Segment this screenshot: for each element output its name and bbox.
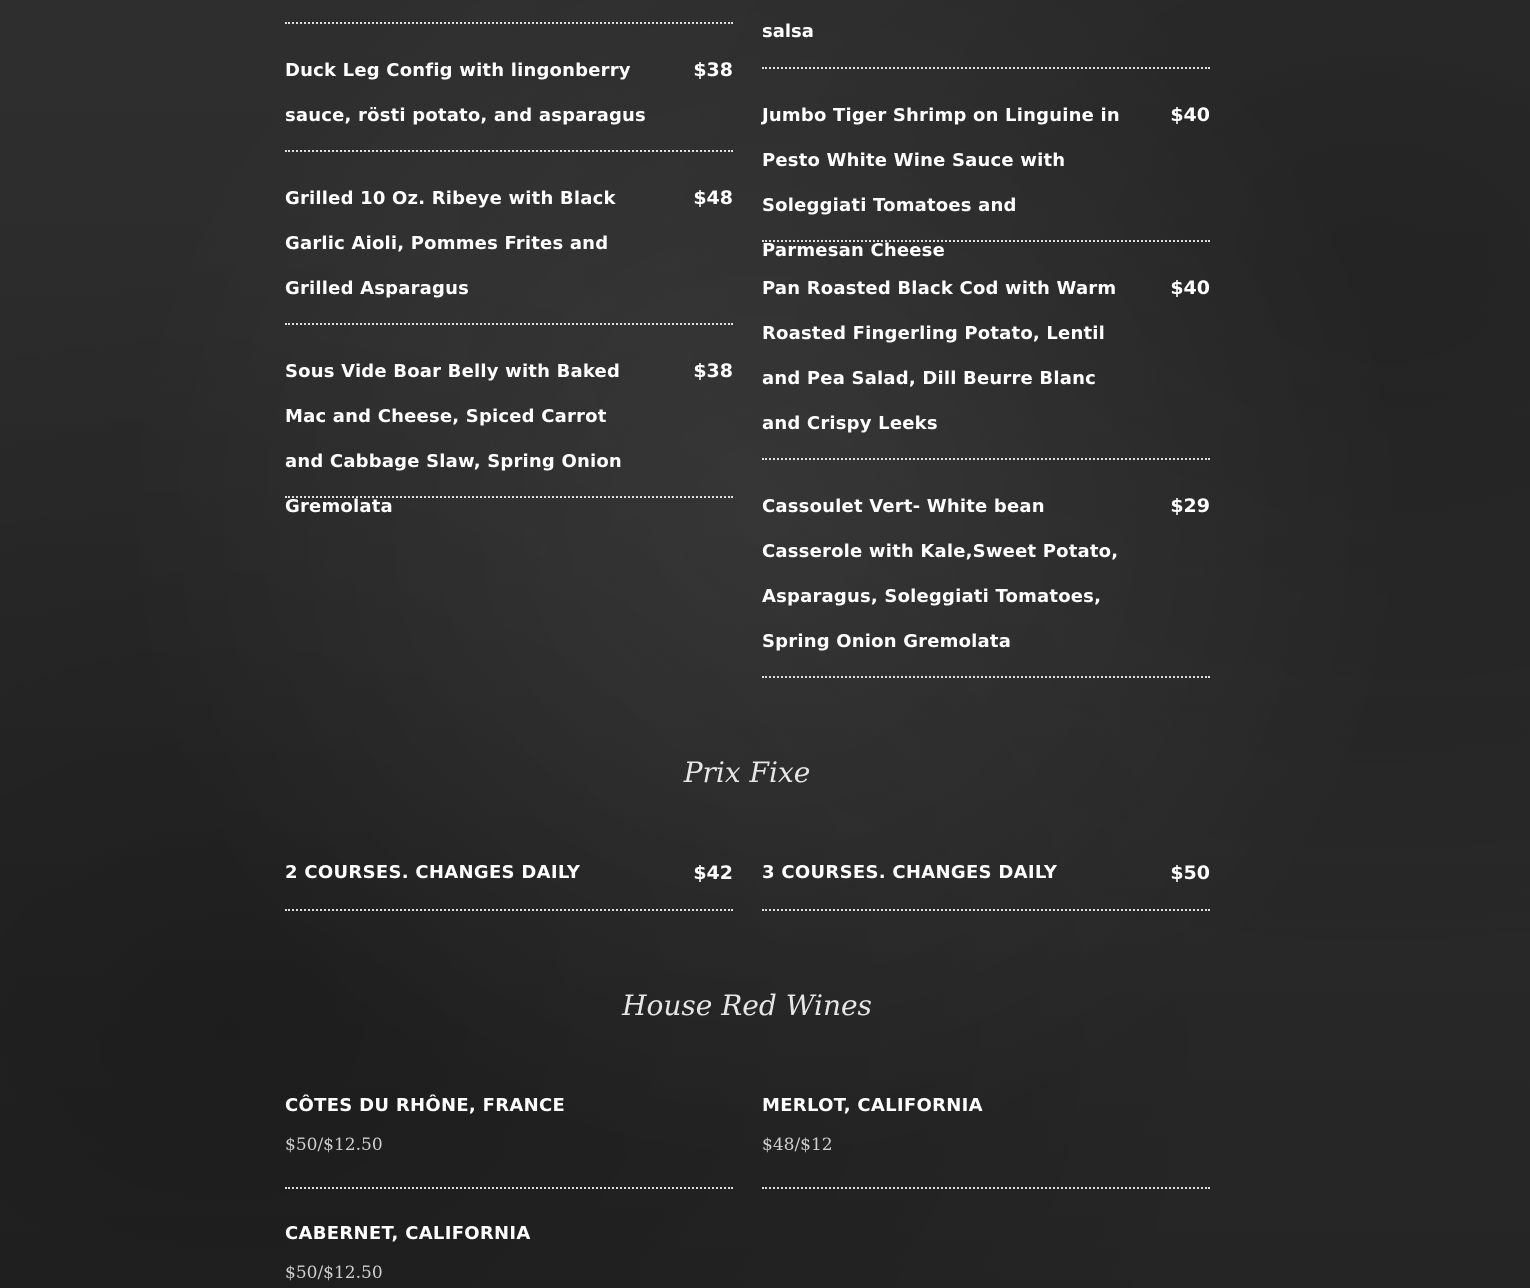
wine-item-price: $50/$12.50 <box>285 1263 383 1283</box>
prix-fixe-right-column <box>762 858 1210 918</box>
section-title-prix-fixe: Prix Fixe <box>683 756 811 789</box>
menu-divider <box>285 22 733 24</box>
menu-item-name: Grilled 10 Oz. Ribeye with Black Garlic Aioli, Pommes Frites and Grilled Asparagus <box>285 188 616 299</box>
menu-divider <box>285 909 733 911</box>
menu-item-price: $38 <box>693 360 733 382</box>
menu-item-price: $40 <box>1170 104 1210 126</box>
entrees-right-column <box>762 0 1210 690</box>
menu-item-name: Jumbo Tiger Shrimp on Linguine in Pesto White Wine Sauce with Soleggiati Tomatoes and Parmesan Cheese <box>762 105 1120 261</box>
section-title-house-red-wines: House Red Wines <box>622 989 872 1022</box>
menu-item <box>762 266 1210 446</box>
prix-fixe-item <box>285 858 733 888</box>
menu-divider <box>762 240 1210 242</box>
entrees-left-column <box>285 0 733 520</box>
wine-item <box>285 1219 733 1288</box>
prix-fixe-item <box>762 858 1210 888</box>
menu-item-price: $48 <box>693 187 733 209</box>
prix-fixe-left-column <box>285 858 733 918</box>
menu-divider <box>285 323 733 325</box>
menu-item <box>762 93 1210 261</box>
menu-item-price: $38 <box>693 59 733 81</box>
prix-fixe-item-name: 3 COURSES. CHANGES DAILY <box>762 862 1058 883</box>
menu-item-name: Pan Roasted Black Cod with Warm Roasted Fingerling Potato, Lentil and Pea Salad, Dill Beurre Blanc and Crispy Leeks <box>762 278 1117 434</box>
menu-item-name: Sous Vide Boar Belly with Baked Mac and Cheese, Spiced Carrot and Cabbage Slaw, Spring Onion Gremolata <box>285 361 622 517</box>
menu-divider <box>762 458 1210 460</box>
menu-divider <box>762 676 1210 678</box>
wine-item <box>285 1091 733 1161</box>
menu-divider <box>762 1187 1210 1189</box>
menu-item-price: $29 <box>1170 495 1210 517</box>
menu-divider <box>285 496 733 498</box>
wine-item-price: $48/$12 <box>762 1135 833 1155</box>
menu-item-name-continued: salsa <box>762 21 814 42</box>
menu-item <box>285 176 733 311</box>
menu-item-name: Cassoulet Vert- White bean Casserole with Kale,Sweet Potato, Asparagus, Soleggiati Tomatoes, Spring Onion Gremolata <box>762 496 1119 652</box>
prix-fixe-item-price: $42 <box>693 862 733 884</box>
menu-item <box>285 48 733 138</box>
wine-item-name: CABERNET, CALIFORNIA <box>285 1223 531 1244</box>
menu-divider <box>285 1187 733 1189</box>
wine-item-name: CÔTES DU RHÔNE, FRANCE <box>285 1095 566 1116</box>
prix-fixe-item-price: $50 <box>1170 862 1210 884</box>
wine-item-name: MERLOT, CALIFORNIA <box>762 1095 983 1116</box>
prix-fixe-item-name: 2 COURSES. CHANGES DAILY <box>285 862 581 883</box>
wine-item <box>762 1091 1210 1161</box>
wines-left-column <box>285 1091 733 1288</box>
menu-item <box>762 484 1210 664</box>
wine-item-price: $50/$12.50 <box>285 1135 383 1155</box>
wines-right-column <box>762 1091 1210 1201</box>
menu-item-price: $40 <box>1170 277 1210 299</box>
menu-item-name: Duck Leg Config with lingonberry sauce, rösti potato, and asparagus <box>285 60 646 126</box>
menu-divider <box>762 909 1210 911</box>
menu-item <box>285 349 733 517</box>
menu-divider <box>285 150 733 152</box>
menu-divider <box>762 67 1210 69</box>
